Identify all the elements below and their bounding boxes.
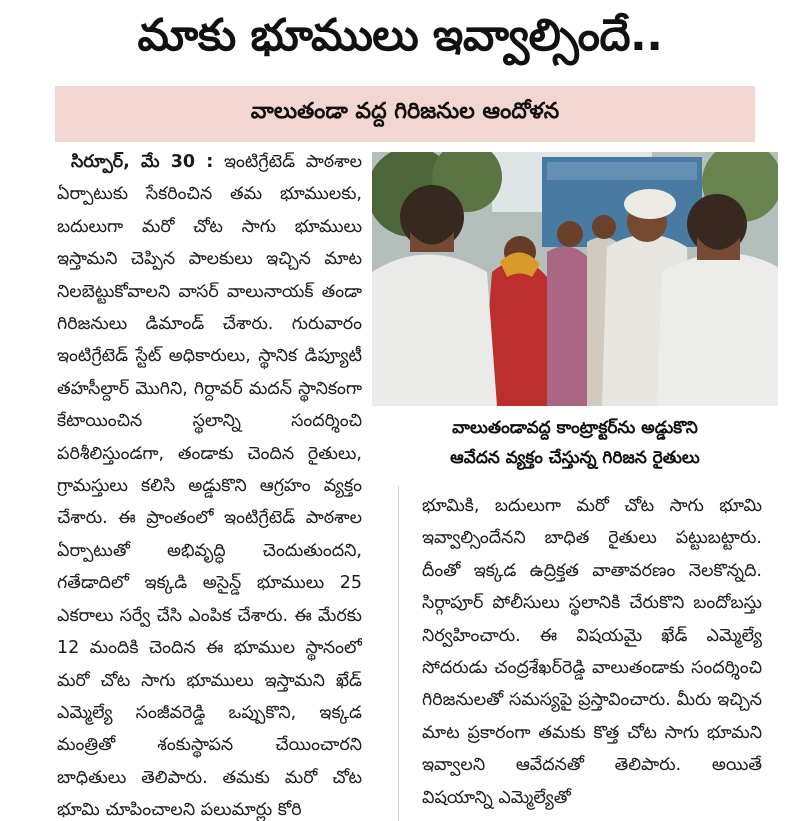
caption-line-2: ఆవేదన వ్యక్తం చేస్తున్న గిరిజన రైతులు — [450, 448, 700, 468]
article-text-left: ఇంటిగ్రేటెడ్ పాఠశాల ఏర్పాటుకు సేకరించిన తమ భూములకు, బదులుగా మరో చోట సాగు భూములు ఇస్తామని చెప్పిన పాలకులు ఇచ్చిన మాట నిలబెట్టుకోవాలని వాసర్ వాలునాయక్ తండా గిరిజనులు డిమాండ్ చేశారు. గురువారం ఇంటిగ్రేటెడ్ స్టేట్ అధికారులు, స్థానిక డిప్యూటీ తహసీల్దార్ మొగిని, గిర్దావర్ మదన్ స్థానికంగా కేటాయించిన స్థలాన్ని సందర్శించి పరిశీలిస్తుండగా, తండాకు చెందిన రైతులు, గ్రామస్తులు కలిసి అడ్డుకొని ఆగ్రహం వ్యక్తం చేశారు. ఈ ప్రాంతంలో ఇంటిగ్రేటెడ్ పాఠశాల ఏర్పాటుతో అభివృద్ధి చెందుతుందని, గతేడాదిలో ఇక్కడి అసైన్డ్ భూములు 25 ఎకరాలు సర్వే చేసి ఎంపిక చేశారు. ఈ మేరకు 12 మందికి చెందిన ఈ భూముల స్థానంలో మరో చోట సాగు భూములు ఇస్తామని ఖేడ్ ఎమ్మెల్యే సంజీవరెడ్డి ఒప్పుకొని, ఇక్కడ మంత్రితో శంకుస్థాపన చేయించారని బాధితులు తెలిపారు. తమకు మరో చోట భూమి చూపించాలని పలుమార్లు కోరి — [57, 152, 362, 821]
crowd-photo-image — [372, 152, 778, 406]
headline: మాకు భూములు ఇవ్వాల్సిందే.. — [137, 10, 663, 61]
dateline: సిర్పూర్, మే 30 : — [71, 152, 214, 172]
caption-line-1: వాలుతండావద్ద కాంట్రాక్టర్‌ను అడ్డుకొని — [452, 418, 698, 438]
column-divider — [398, 486, 399, 821]
article-text-right: భూమికి, బదులుగా మరో చోట సాగు భూమి ఇవ్వాల్సిందేనని బాధిత రైతులు పట్టుబట్టారు. దీంతో ఇక్కడ ఉద్రిక్తత వాతావరణం నెలకొన్నది. సిర్గాపూర్ పోలీసులు స్థలానికి చేరుకొని బందోబస్తు నిర్వహించారు. ఈ విషయమై ఖేడ్ ఎమ్మెల్యే సోదరుడు చంద్రశేఖర్‌రెడ్డి వాలుతండాకు సందర్శించి గిరిజనులతో సమస్యపై ప్రస్తావించారు. మీరు ఇచ్చిన మాట ప్రకారంగా తమకు కొత్త చోట సాగు భూమని ఇవ్వాలని ఆవేదనతో తెలిపారు. అయితే విషయాన్ని ఎమ్మెల్యేతో — [422, 496, 762, 808]
article-left-column — [57, 146, 362, 821]
article-paragraph — [57, 146, 362, 821]
article-right-column — [422, 490, 762, 821]
photo-caption — [372, 408, 778, 478]
news-photo — [372, 152, 778, 406]
subheadline: వాలుతండా వద్ద గిరిజనుల ఆందోళన — [55, 86, 755, 142]
